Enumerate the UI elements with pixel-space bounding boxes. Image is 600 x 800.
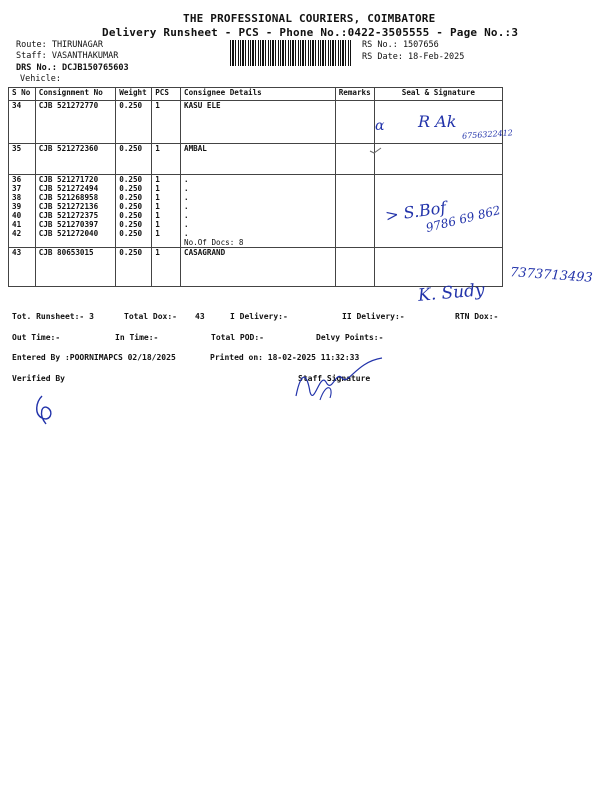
consignee: .: [184, 202, 189, 211]
consignment: CJB 521272136: [38, 202, 99, 211]
weight: 0.250: [119, 193, 143, 202]
rtn-dox: RTN Dox:-: [455, 312, 499, 321]
staff-signature-label: Staff Signature: [298, 374, 371, 383]
cell-sno: 35: [9, 144, 36, 175]
cell-consignee: CASAGRAND: [181, 248, 336, 287]
signature-row-43: K. Sudy: [417, 280, 486, 306]
cell-consignee: AMBAL: [181, 144, 336, 175]
cell-consignment-list: [35, 175, 115, 248]
signature-row-34: R Ak: [418, 112, 457, 131]
signature-row-36: > S.Bof: [383, 197, 448, 226]
ii-delivery: II Delivery:-: [342, 312, 405, 321]
consignee: .: [184, 184, 189, 193]
pcs: 1: [155, 211, 160, 220]
sno: 41: [12, 220, 22, 229]
cell-pcs: 1: [152, 248, 181, 287]
cell-consignment: CJB 521272360: [35, 144, 115, 175]
staff-signature-scribble-icon: [290, 352, 390, 407]
weight: 0.250: [119, 184, 143, 193]
cell-weight: 0.250: [116, 144, 152, 175]
remark-tick-icon: [368, 146, 384, 156]
docs-count: No.Of Docs: 8: [184, 238, 244, 247]
verified-by: Verified By: [12, 374, 65, 383]
phone-row-43: 7373713493: [509, 265, 594, 286]
printed-on: Printed on: 18-02-2025 11:32:33: [210, 353, 360, 362]
cell-consignee-list: [181, 175, 336, 248]
consignment: CJB 521272375: [38, 211, 99, 220]
pcs: 1: [155, 229, 160, 238]
company-name: THE PROFESSIONAL COURIERS, COIMBATORE: [183, 12, 436, 25]
weight: 0.250: [119, 175, 143, 184]
sno: 37: [12, 184, 22, 193]
phone-row-34: 6756322412: [461, 128, 514, 141]
consignment: CJB 521268958: [38, 193, 99, 202]
rs-number: RS No.: 1507656: [362, 40, 439, 50]
cell-weight: 0.250: [116, 248, 152, 287]
weight: 0.250: [119, 220, 143, 229]
phone-row-36: 9786 69 862: [424, 202, 502, 236]
vehicle-label: Vehicle:: [20, 74, 61, 84]
sno: 42: [12, 229, 22, 238]
staff-label: Staff: VASANTHAKUMAR: [16, 51, 119, 61]
header-sno: S No: [9, 88, 36, 101]
pcs: 1: [155, 184, 160, 193]
out-time: Out Time:-: [12, 333, 61, 342]
consignment: CJB 521272040: [38, 229, 99, 238]
table-row: [9, 248, 503, 287]
cell-pcs: 1: [152, 101, 181, 144]
header-seal-signature: Seal & Signature: [374, 88, 502, 101]
pcs: 1: [155, 193, 160, 202]
header-weight: Weight: [116, 88, 152, 101]
cell-consignment: CJB 521272770: [35, 101, 115, 144]
sno: 36: [12, 175, 22, 184]
weight: 0.250: [119, 211, 143, 220]
cell-weight-list: [116, 175, 152, 248]
consignment: CJB 521270397: [38, 220, 99, 229]
total-dox-label: Total Dox:-: [124, 312, 177, 321]
consignee: .: [184, 229, 189, 238]
sno: 38: [12, 193, 22, 202]
verifier-initials-icon: [28, 390, 72, 430]
cell-pcs-list: [152, 175, 181, 248]
cell-seal: [374, 144, 502, 175]
sno: 39: [12, 202, 22, 211]
route-label: Route: THIRUNAGAR: [16, 40, 103, 50]
pcs: 1: [155, 220, 160, 229]
barcode: [230, 40, 352, 66]
cell-sno-list: [9, 175, 36, 248]
header-pcs: PCS: [152, 88, 181, 101]
consignee: .: [184, 211, 189, 220]
rs-date: RS Date: 18-Feb-2025: [362, 52, 465, 62]
pcs: 1: [155, 202, 160, 211]
i-delivery: I Delivery:-: [230, 312, 288, 321]
consignment: CJB 521272494: [38, 184, 99, 193]
cell-remarks: [335, 101, 374, 144]
header-consignment: Consignment No: [35, 88, 115, 101]
delivery-points: Delvy Points:-: [316, 333, 384, 342]
cell-weight: 0.250: [116, 101, 152, 144]
cell-remarks: [335, 175, 374, 248]
total-pod: Total POD:-: [211, 333, 264, 342]
cell-sno: 34: [9, 101, 36, 144]
remark-handwriting: α: [375, 118, 385, 134]
weight: 0.250: [119, 229, 143, 238]
cell-consignment: CJB 80653015: [35, 248, 115, 287]
consignee: .: [184, 193, 189, 202]
runsheet-subtitle: Delivery Runsheet - PCS - Phone No.:0422-3505555 - Page No.:3: [102, 26, 519, 39]
cell-sno: 43: [9, 248, 36, 287]
header-consignee: Consignee Details: [181, 88, 336, 101]
cell-remarks: [335, 248, 374, 287]
weight: 0.250: [119, 202, 143, 211]
consignment: CJB 521271720: [38, 175, 99, 184]
pcs: 1: [155, 175, 160, 184]
cell-pcs: 1: [152, 144, 181, 175]
drs-number: DRS No.: DCJB150765603: [16, 63, 129, 73]
consignee: .: [184, 175, 189, 184]
table-row: [9, 144, 503, 175]
total-runsheet: Tot. Runsheet:- 3: [12, 312, 94, 321]
consignee: .: [184, 220, 189, 229]
entered-by: Entered By :POORNIMAPCS 02/18/2025: [12, 353, 176, 362]
in-time: In Time:-: [115, 333, 159, 342]
header-remarks: Remarks: [335, 88, 374, 101]
table-header-row: [9, 88, 503, 101]
sno: 40: [12, 211, 22, 220]
total-dox-value: 43: [195, 312, 205, 321]
cell-consignee: KASU ELE: [181, 101, 336, 144]
